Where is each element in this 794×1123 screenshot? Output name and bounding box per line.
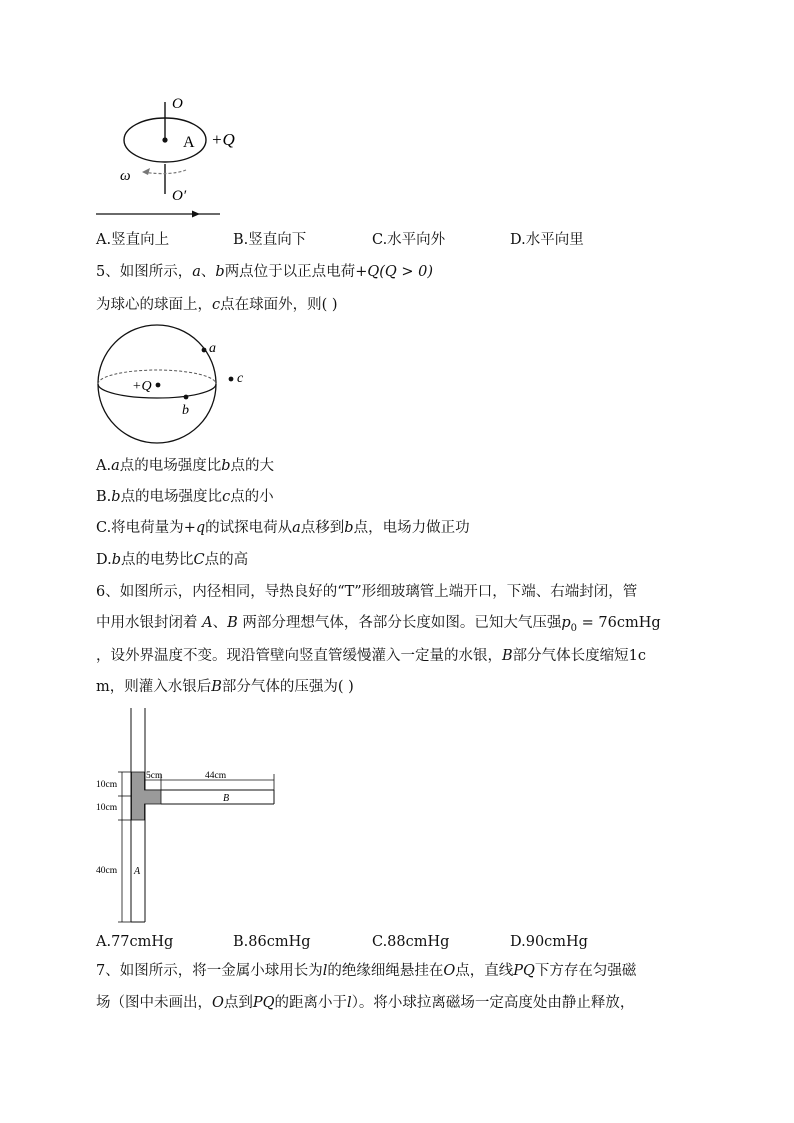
q5-option-d[interactable]: D.b点的电势比C点的高 [96, 552, 249, 568]
q7-stem-line1: 7、如图所示，将一金属小球用长为l的绝缘细绳悬挂在O点，直线PQ下方存在匀强磁 [96, 963, 637, 979]
q7-stem-line2: 场（图中未画出，O点到PQ的距离小于l）。将小球拉离磁场一定高度处由静止释放， [96, 995, 635, 1011]
q4-option-d[interactable]: D.水平向里 [510, 232, 584, 248]
q4-label-omega: ω [120, 168, 131, 184]
q5-figure [92, 320, 252, 450]
q6-stem-line3: ，设外界温度不变。现沿管壁向竖直管缓慢灌入一定量的水银，B部分气体长度缩短1c [96, 648, 647, 664]
q6-dim-40cm: 40cm [96, 866, 118, 876]
q6-dim-44cm: 44cm [205, 771, 227, 781]
q6-label-B: B [223, 793, 230, 804]
q5-stem-line1: 5、如图所示，a、b两点位于以正点电荷+Q(Q > 0) [96, 264, 434, 280]
q6-stem-line2: 中用水银封闭着 A、B 两部分理想气体，各部分长度如图。已知大气压强$p_0$ = 76cmHg [96, 615, 661, 634]
q6-option-c[interactable]: C.88cmHg [372, 934, 450, 950]
q6-dim-10cm-lower: 10cm [96, 803, 118, 813]
q5-option-a[interactable]: A.a点的电场强度比b点的大 [96, 458, 275, 474]
q6-option-d[interactable]: D.90cmHg [510, 934, 588, 950]
q4-label-A: A [183, 134, 195, 151]
q4-label-O-prime: O′ [172, 188, 187, 204]
q5-label-a: a [209, 341, 216, 356]
q4-label-Q: +Q [211, 130, 235, 149]
q5-option-c[interactable]: C.将电荷量为+q的试探电荷从a点移到b点，电场力做正功 [96, 520, 470, 536]
q6-dim-10cm-upper: 10cm [96, 780, 118, 790]
q6-option-a[interactable]: A.77cmHg [96, 934, 174, 950]
q6-stem-line1: 6、如图所示，内径相同，导热良好的“T”形细玻璃管上端开口，下端、右端封闭，管 [96, 584, 638, 600]
q6-dim-5cm: 5cm [146, 771, 163, 781]
q4-option-a[interactable]: A.竖直向上 [96, 232, 170, 248]
q5-label-b: b [182, 403, 189, 418]
q6-label-A: A [134, 866, 141, 877]
q4-figure [90, 90, 250, 222]
q5-option-b[interactable]: B.b点的电场强度比c点的小 [96, 489, 274, 505]
q6-stem-line4: m，则灌入水银后B部分气体的压强为( ) [96, 679, 354, 695]
q6-figure [92, 706, 282, 928]
q5-number: 5、 [96, 264, 120, 280]
q6-option-b[interactable]: B.86cmHg [233, 934, 311, 950]
q5-label-Q: +Q [132, 379, 152, 394]
q5-label-c: c [237, 371, 244, 386]
q4-label-O: O [172, 96, 183, 112]
q5-stem-line2: 为球心的球面上，c点在球面外，则( ) [96, 297, 338, 313]
q4-option-c[interactable]: C.水平向外 [372, 232, 446, 248]
q4-option-b[interactable]: B.竖直向下 [233, 232, 307, 248]
